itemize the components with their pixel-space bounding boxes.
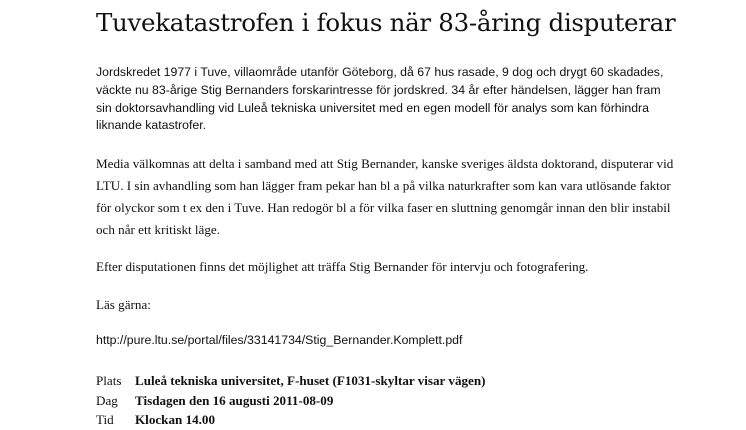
event-info-label: Plats (96, 373, 122, 388)
body-paragraph-read-more: Läs gärna: (96, 297, 151, 312)
event-info-value: Tisdagen den 16 augusti 2011-08-09 (135, 392, 334, 408)
body-paragraph-media: Media välkomnas att delta i samband med att Stig Bernander, kanske sveriges äldsta doktorand, disputerar vid LTU. I sin avhandling som han lägger fram pekar han bl a på vilka naturkrafter som kan vara utlösande faktor för olyckor som t ex den i Tuve. Han redogör bl a för vilka faser en sluttning genomgår innan den blir instabil och når ett kritiskt läge. (96, 156, 674, 237)
event-info-row-place (96, 371, 486, 391)
page-title: Tuvekatastrofen i fokus när 83-åring disputerar (96, 8, 676, 37)
event-info-label: Tid (96, 412, 114, 428)
event-info-row-time (96, 410, 486, 430)
lead-paragraph: Jordskredet 1977 i Tuve, villaområde utanför Göteborg, då 67 hus rasade, 9 dog och drygt 60 skadades, väckte nu 83-årige Stig Bernanders forskarintresse för jordskred. 34 år efter händelsen, lägger han fram sin doktorsavhandling vid Luleå tekniska universitet med en egen modell för analys som kan förhindra liknande katastrofer. (96, 65, 664, 133)
event-info-row-day (96, 391, 486, 411)
body-paragraph-interview: Efter disputationen finns det möjlighet att träffa Stig Bernander för intervju och fotografering. (96, 259, 589, 274)
event-info-table (96, 371, 486, 430)
event-info-label: Dag (96, 392, 118, 408)
event-info-value: Luleå tekniska universitet, F-huset (F1031-skyltar visar vägen) (135, 373, 486, 388)
event-info-value: Klockan 14.00 (135, 412, 216, 428)
thesis-pdf-link[interactable]: http://pure.ltu.se/portal/files/33141734/Stig_Bernander.Komplett.pdf (96, 333, 463, 347)
